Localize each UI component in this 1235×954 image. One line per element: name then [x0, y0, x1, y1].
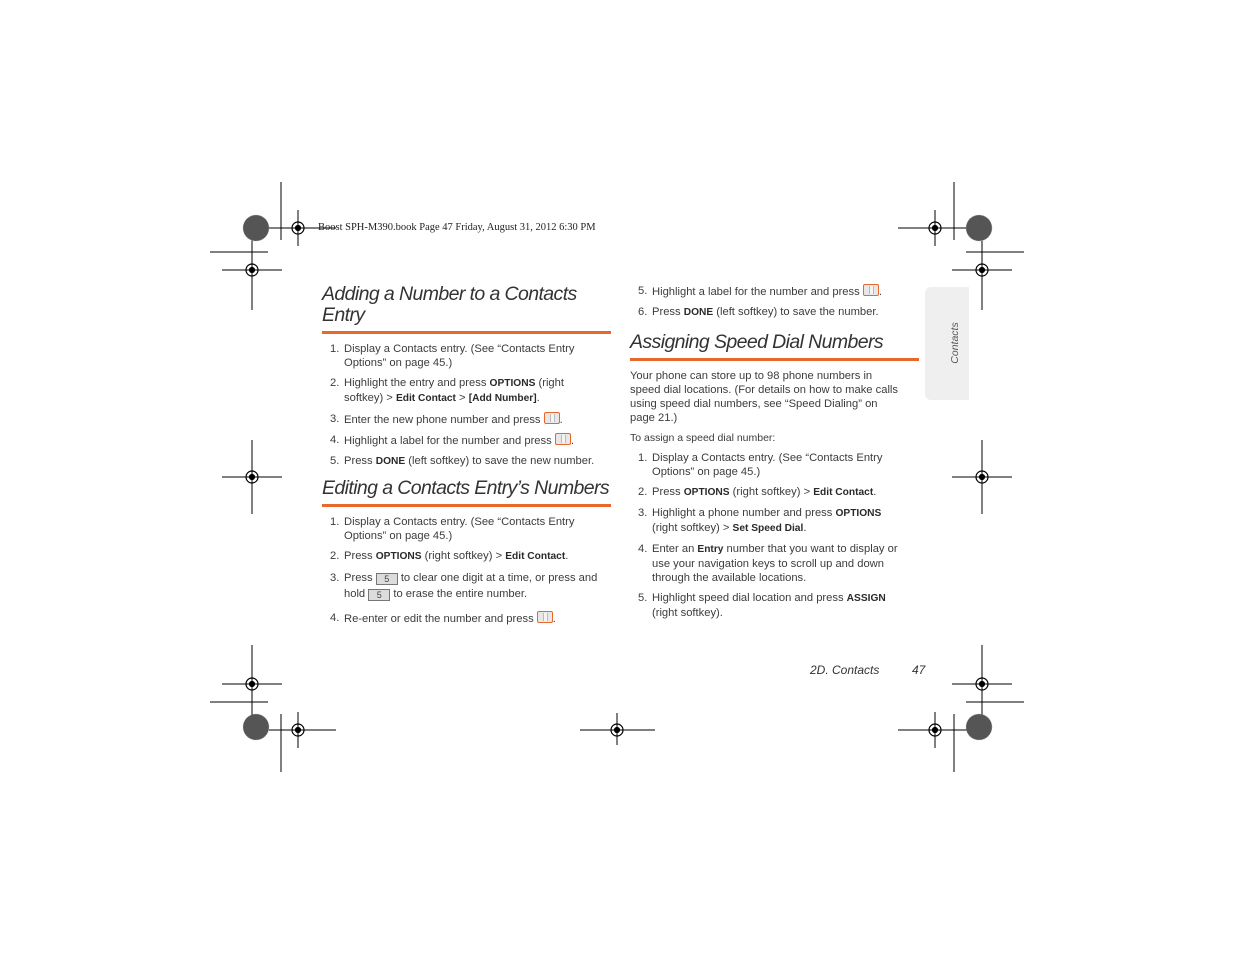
intro-paragraph: Your phone can store up to 98 phone numbers in speed dial locations. (For details on how to make calls using speed dial numbers, see “Speed Dialing” on page 21.): [630, 370, 899, 424]
section-title-adding: [322, 284, 611, 326]
list-item: 4. Highlight a label for the number and press .: [330, 434, 574, 447]
list-item: 4. Re-enter or edit the number and press .: [330, 612, 556, 625]
section-continued: [630, 284, 920, 320]
menu-ok-key-icon: [863, 284, 879, 296]
list-item: 3. Press 5 to clear one digit at a time, or press and hold 5 to erase the entire number.: [330, 572, 598, 600]
section-editing: [322, 478, 611, 626]
list-item: 4. Enter an Entry number that you want to display or use your navigation keys to scroll up and down through the available locations.: [638, 543, 898, 584]
page-number: 47: [912, 663, 926, 677]
steps-list: [322, 515, 611, 626]
list-item: 1. Display a Contacts entry. (See “Contacts Entry Options” on page 45.): [638, 452, 883, 478]
list-item: 1. Display a Contacts entry. (See “Contacts Entry Options” on page 45.): [330, 343, 575, 369]
list-item: 3. Highlight a phone number and press OPTIONS (right softkey) > Set Speed Dial.: [638, 507, 882, 534]
list-item: 1. Display a Contacts entry. (See “Contacts Entry Options” on page 45.): [330, 516, 575, 542]
back-key-icon: 5: [368, 589, 390, 601]
section-rule: [322, 504, 611, 507]
list-item: 2. Press OPTIONS (right softkey) > Edit Contact.: [330, 550, 569, 562]
footer-section: 2D. Contacts: [810, 663, 880, 677]
list-item: 5. Highlight a label for the number and press .: [638, 285, 882, 298]
list-item: 5. Press DONE (left softkey) to save the new number.: [330, 455, 595, 467]
section-title-editing: Editing a Contacts Entry’s Numbers: [322, 477, 610, 499]
lead-line: To assign a speed dial number:: [630, 432, 776, 444]
list-item: 2. Highlight the entry and press OPTIONS (right softkey) > Edit Contact > [Add Number].: [330, 377, 564, 404]
section-rule: [322, 331, 611, 334]
back-key-icon: 5: [376, 573, 398, 585]
section-adding: [322, 284, 611, 469]
title-line-2: Entry: [322, 304, 365, 326]
list-item: 2. Press OPTIONS (right softkey) > Edit Contact.: [638, 486, 877, 498]
menu-ok-key-icon: [537, 611, 553, 623]
side-tab: [925, 287, 969, 400]
list-item: 6. Press DONE (left softkey) to save the number.: [638, 306, 879, 318]
section-rule: [630, 358, 919, 361]
list-item: 3. Enter the new phone number and press .: [330, 413, 563, 426]
side-tab-label: Contacts: [949, 322, 961, 364]
steps-list: [322, 342, 611, 469]
list-item: 5. Highlight speed dial location and press ASSIGN (right softkey).: [638, 592, 886, 619]
steps-list: [630, 451, 919, 620]
menu-ok-key-icon: [544, 412, 560, 424]
section-speed-dial: [630, 332, 919, 620]
steps-list: [630, 284, 920, 320]
title-line-1: Adding a Number to a Contacts: [322, 283, 577, 305]
book-info-line: Boost SPH-M390.book Page 47 Friday, August 31, 2012 6:30 PM: [318, 222, 596, 233]
section-title-speed-dial: Assigning Speed Dial Numbers: [630, 331, 884, 353]
menu-ok-key-icon: [555, 433, 571, 445]
